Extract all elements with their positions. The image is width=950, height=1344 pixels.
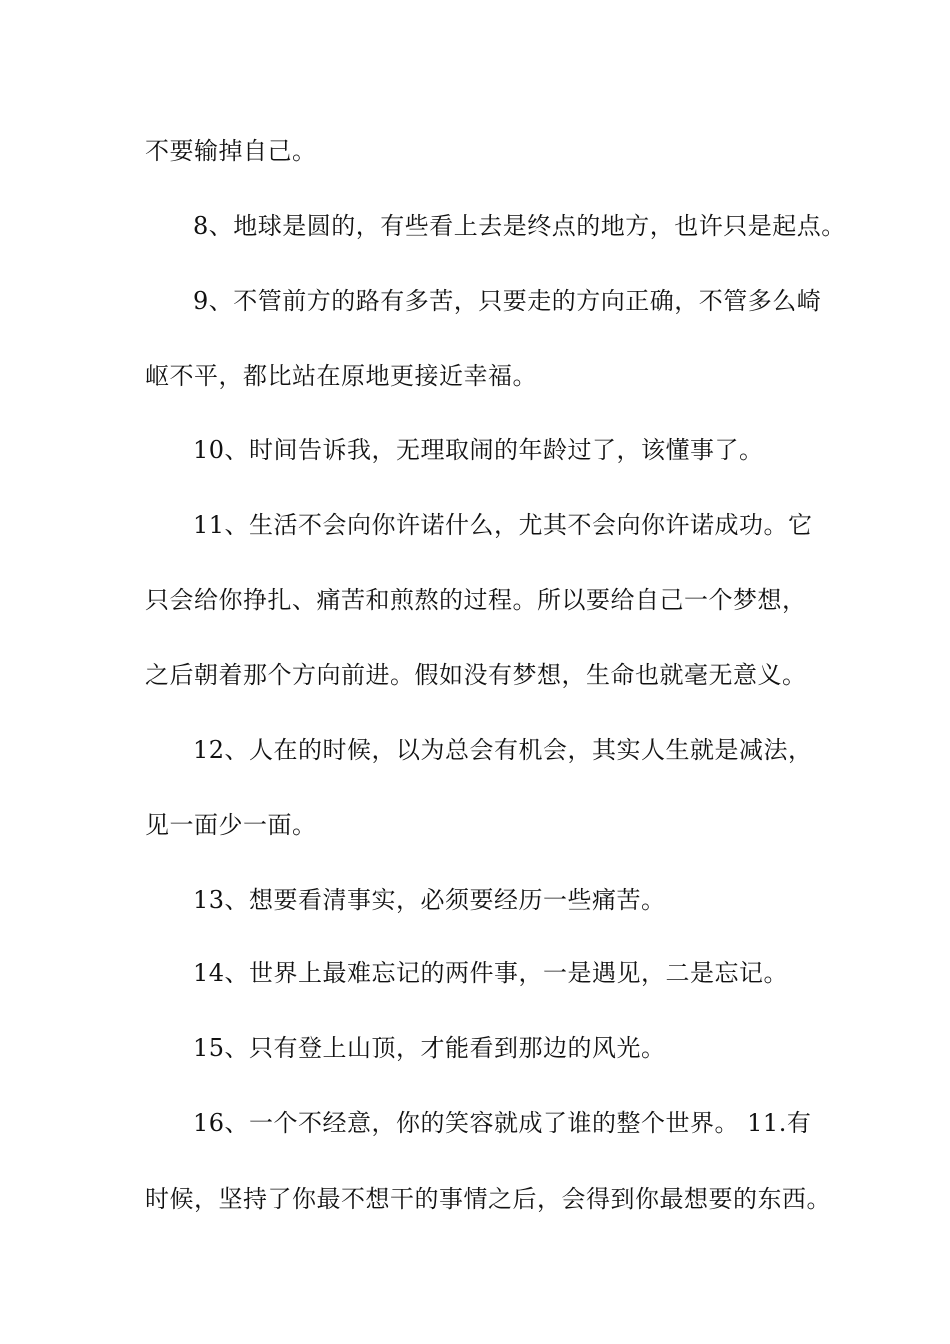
text-line: 岖不平，都比站在原地更接近幸福。 — [145, 362, 537, 390]
text-line: 15、只有登上山顶，才能看到那边的风光。 — [193, 1034, 666, 1062]
text-line: 13、想要看清事实，必须要经历一些痛苦。 — [193, 886, 666, 914]
text-line: 10、时间告诉我，无理取闹的年龄过了，该懂事了。 — [193, 436, 764, 464]
text-line: 8、地球是圆的，有些看上去是终点的地方，也许只是起点。 — [193, 212, 846, 240]
text-line: 之后朝着那个方向前进。假如没有梦想，生命也就毫无意义。 — [145, 661, 807, 689]
text-line: 时候，坚持了你最不想干的事情之后，会得到你最想要的东西。 — [145, 1185, 831, 1213]
text-line: 14、世界上最难忘记的两件事，一是遇见，二是忘记。 — [193, 959, 789, 987]
text-line: 9、不管前方的路有多苦，只要走的方向正确，不管多么崎 — [193, 287, 822, 315]
text-line: 只会给你挣扎、痛苦和煎熬的过程。所以要给自己一个梦想， — [145, 586, 807, 614]
text-line: 见一面少一面。 — [145, 811, 317, 839]
text-line: 不要输掉自己。 — [145, 137, 317, 165]
text-line: 16、一个不经意，你的笑容就成了谁的整个世界。 11.有 — [193, 1109, 812, 1137]
text-line: 12、人在的时候，以为总会有机会，其实人生就是减法， — [193, 736, 813, 764]
text-line: 11、生活不会向你许诺什么，尤其不会向你许诺成功。它 — [193, 511, 813, 539]
